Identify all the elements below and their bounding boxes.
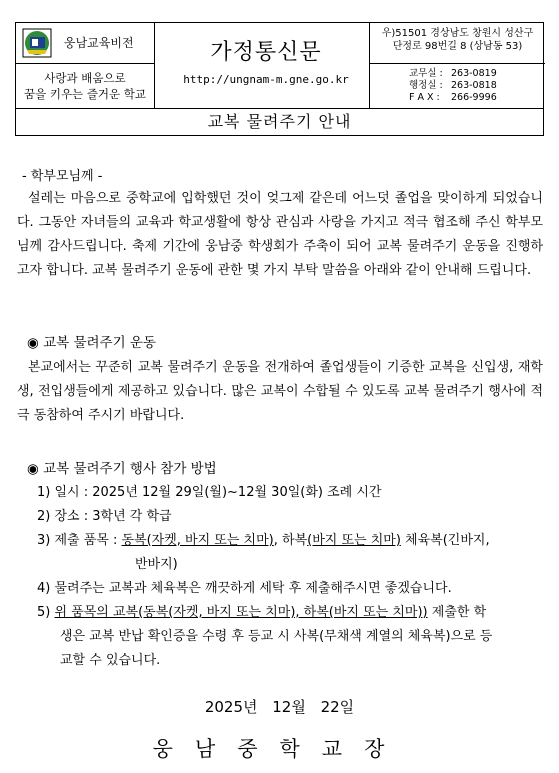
list-item	[37, 529, 490, 548]
section-heading: ◉ 교복 물려주기 행사 참가 방법	[27, 461, 217, 477]
contact-value: 263-0819	[451, 68, 497, 79]
divider	[16, 63, 154, 64]
item-text-underlined: (바지 또는 치마)	[307, 533, 401, 548]
item-text: 제출한 학	[427, 605, 487, 620]
subject-title: 교복 물려주기 안내	[15, 108, 544, 136]
section-heading: ◉ 교복 물려주기 운동	[27, 335, 156, 351]
item-text-underlined: 위 품목의 교복(동복(자켓, 바지 또는 치마), 하복(바지 또는 치마))	[54, 605, 428, 620]
item-text-underlined: 동복(자켓, 바지 또는 치마)	[121, 533, 274, 548]
list-item: 4) 물려주는 교복과 체육복은 깨끗하게 세탁 후 제출해주시면 좋겠습니다.	[37, 581, 452, 596]
address-line: 우)51501 경상남도 창원시 성산구	[381, 28, 534, 39]
contact-label: F A X :	[409, 92, 440, 103]
contact-value: 263-0818	[451, 80, 497, 91]
contact-list	[409, 68, 497, 104]
list-item-continuation: 생은 교복 반납 확인증을 수령 후 등교 시 사복(무채색 계열의 체육복)으로 등	[60, 629, 493, 644]
item-text: , 하복	[273, 533, 308, 548]
address-line: 단정로 98번길 8 (상남동 53)	[392, 41, 523, 52]
list-item	[37, 601, 486, 620]
school-url: http://ungnam-m.gne.go.kr	[183, 73, 349, 86]
intro-paragraph: 설레는 마음으로 중학교에 입학했던 것이 엊그제 같은데 어느덧 졸업을 맞이하게 되었습니다. 그동안 자녀들의 교육과 학교생활에 항상 관심과 사랑을 가지고 적극 협조해 주신 학부모님께 감사드립니다. 축제 기간에 웅남중 학생회가 주축이 되어 교복 물려주기 운동을 진행하고자 합니다. 교복 물려주기 운동에 관한 몇 가지 부탁 말씀을 아래와 같이 안내해 드립니다.	[17, 191, 543, 278]
contact-value: 266-9996	[451, 92, 497, 103]
letterhead	[15, 22, 544, 109]
contact-row	[409, 92, 497, 104]
contact-row	[409, 68, 497, 80]
divider	[369, 63, 545, 64]
list-item-continuation: 교할 수 있습니다.	[60, 653, 161, 668]
list-item-continuation: 반바지)	[135, 557, 178, 572]
greeting: - 학부모님께 -	[22, 169, 103, 184]
item-text: 5)	[37, 605, 55, 620]
issue-date: 2025년 12월 22일	[204, 698, 355, 716]
contact-row	[409, 80, 497, 92]
contact-label: 교무실 :	[409, 68, 443, 79]
slogan-line: 꿈을 키우는 즐거운 학교	[23, 87, 147, 101]
vision-label: 웅남교육비전	[64, 36, 134, 50]
school-address	[370, 27, 545, 53]
divider	[154, 23, 155, 108]
item-text: 체육복(긴바지,	[400, 533, 490, 548]
principal-signature: 웅남중학교장	[152, 737, 407, 761]
school-slogan	[16, 70, 154, 102]
contact-label: 행정실 :	[409, 80, 443, 91]
newsletter-title: 가정통신문	[210, 40, 322, 65]
list-item: 2) 장소 : 3학년 각 학급	[37, 509, 172, 524]
list-item: 1) 일시 : 2025년 12월 29일(월)~12월 30일(화) 조례 시간	[37, 485, 382, 500]
section-body: 본교에서는 꾸준히 교복 물려주기 운동을 전개하여 졸업생들이 기증한 교복을 신입생, 재학생, 전입생들에게 제공하고 있습니다. 많은 교복이 수합될 수 있도록 교복 물려주기 행사에 적극 동참하여 주시기 바랍니다.	[17, 360, 543, 423]
item-text: 3) 제출 품목 :	[37, 533, 122, 548]
school-logo-icon	[22, 28, 52, 58]
slogan-line: 사랑과 배움으로	[44, 71, 126, 85]
